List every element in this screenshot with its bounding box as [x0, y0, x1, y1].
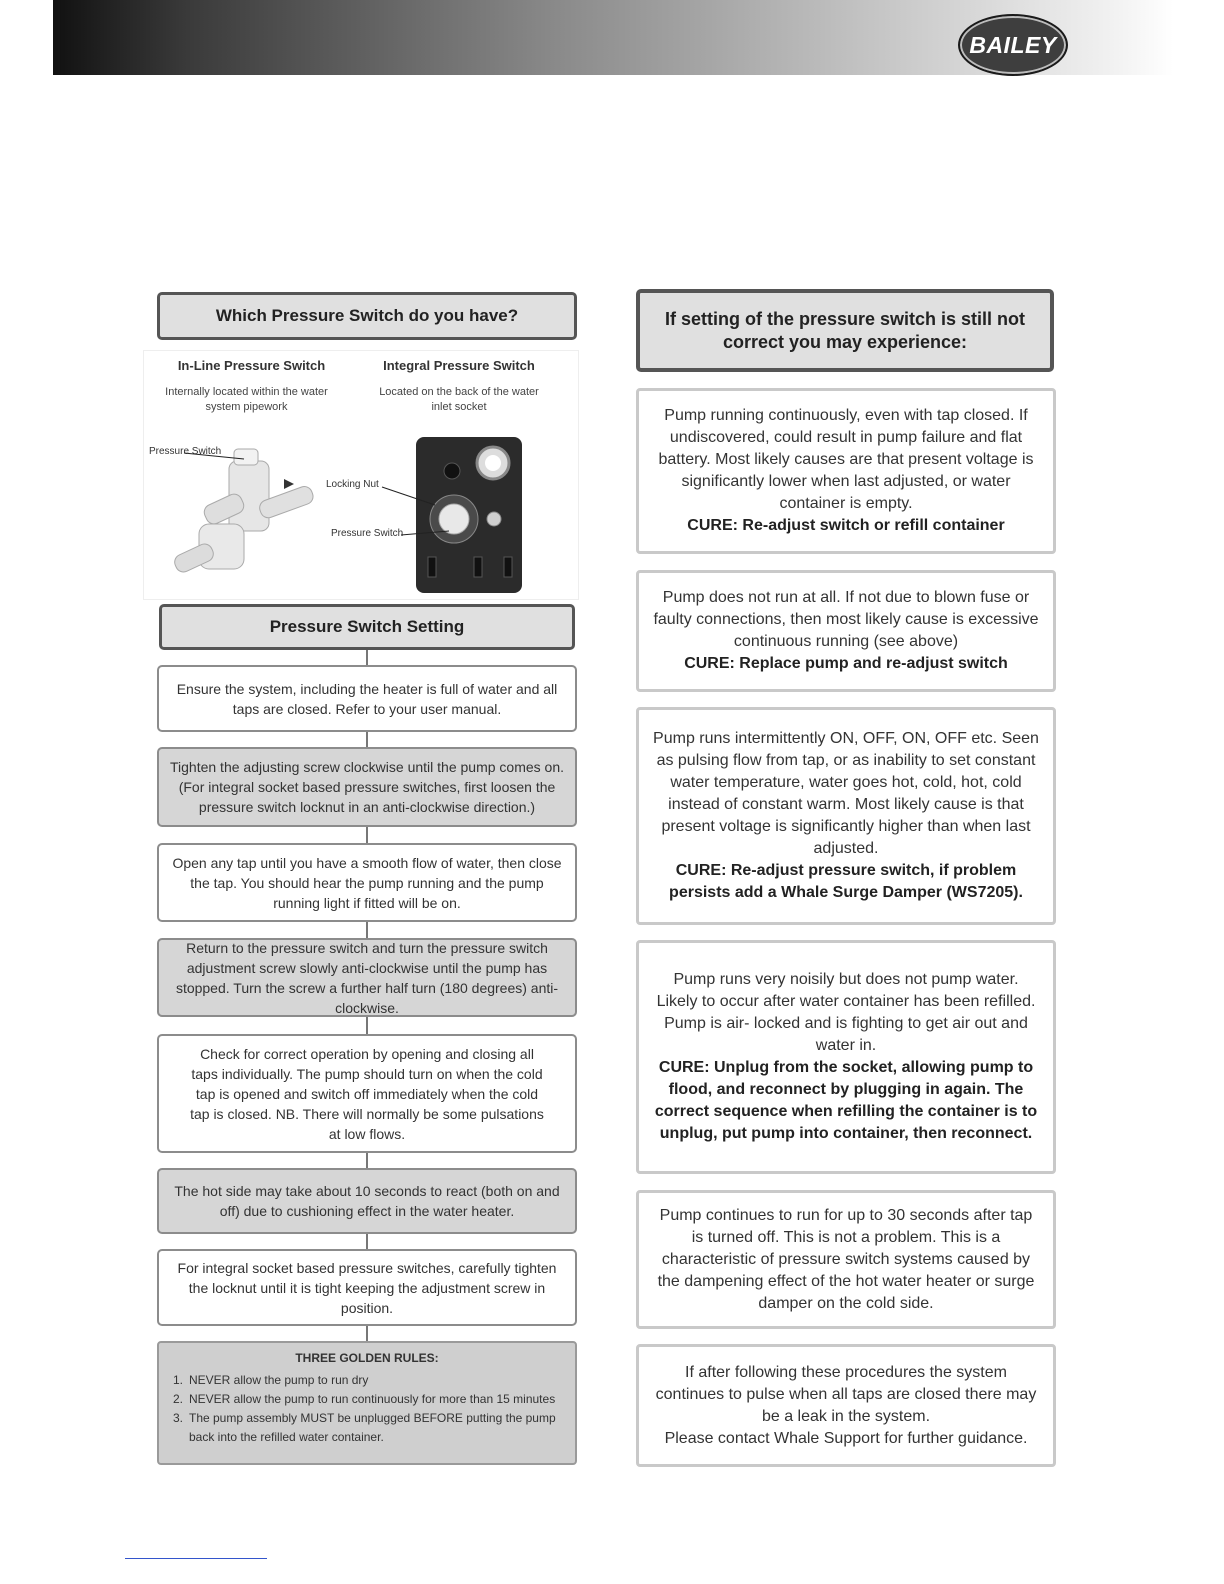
- integral-heading: Integral Pressure Switch: [383, 358, 535, 373]
- symptom-text: Pump runs very noisily but does not pump water. Likely to occur after water container has been refilled. Pump is air- locked and is fighting to get air out and water in.: [656, 971, 1036, 1054]
- inline-pressure-switch-label: Pressure Switch: [149, 446, 222, 457]
- rule-item: [173, 1390, 561, 1409]
- cure-text: CURE: Replace pump and re-adjust switch: [684, 655, 1008, 672]
- cure-text: CURE: Re-adjust switch or refill container: [687, 517, 1005, 534]
- step-1: Ensure the system, including the heater is full of water and all taps are closed. Refer to your user manual.: [157, 665, 577, 732]
- cure-text: CURE: Re-adjust pressure switch, if problem persists add a Whale Surge Damper (WS7205).: [669, 862, 1023, 901]
- bailey-logo: BAILEY: [958, 14, 1068, 76]
- setting-title: Pressure Switch Setting: [159, 604, 575, 650]
- inline-heading: In-Line Pressure Switch: [177, 358, 326, 373]
- symptom-text: Pump runs intermittently ON, OFF, ON, OFF etc. Seen as pulsing flow from tap, or as inability to set constant water temperature, water goes hot, cold, hot, cold instead of constant warm. Most likely cause is that present voltage is significantly higher than when last adjusted.: [653, 730, 1039, 857]
- flow-connector: [366, 1017, 368, 1034]
- symptom-continuous-running: [636, 388, 1056, 554]
- flow-connector: [366, 1234, 368, 1249]
- rule-text: NEVER allow the pump to run continuously for more than 15 minutes: [189, 1392, 556, 1406]
- rule-number: 2.: [173, 1392, 184, 1406]
- symptom-text: If after following these procedures the system continues to pulse when all taps are closed there may be a leak in the system.: [655, 1363, 1037, 1425]
- inline-switch-illustration: [144, 439, 344, 594]
- rule-number: 1.: [173, 1373, 184, 1387]
- switch-types-panel: [143, 350, 579, 600]
- step-5: Check for correct operation by opening and closing all taps individually. The pump should turn on when the cold tap is opened and switch off immediately when the cold tap is closed. NB. There will normally be some pulsations at low flows.: [157, 1034, 577, 1153]
- flow-connector: [366, 650, 368, 665]
- rule-number: 3.: [173, 1411, 184, 1425]
- integral-pressure-switch-label: Pressure Switch: [331, 528, 404, 539]
- which-switch-title: Which Pressure Switch do you have?: [157, 292, 577, 340]
- integral-desc: Located on the back of the water inlet socket: [379, 386, 539, 413]
- symptom-text: Pump does not run at all. If not due to blown fuse or faulty connections, then most likely cause is excessive continuous running (see above): [653, 589, 1039, 650]
- footer-link-underline: [125, 1558, 267, 1559]
- flow-connector: [366, 827, 368, 843]
- cure-text: CURE: Unplug from the socket, allowing pump to flood, and reconnect by plugging in again. The correct sequence when refilling the container is to unplug, put pump into container, then reconnect.: [654, 1059, 1038, 1142]
- locking-nut-label: Locking Nut: [326, 479, 379, 490]
- golden-rules-box: [157, 1341, 577, 1465]
- troubleshoot-title: If setting of the pressure switch is still not correct you may experience:: [636, 289, 1054, 372]
- locking-nut-pointer: [380, 481, 440, 511]
- symptom-intermittent: [636, 707, 1056, 925]
- rule-text: The pump assembly MUST be unplugged BEFORE putting the pump back into the refilled water container.: [189, 1411, 556, 1444]
- flow-connector: [366, 1326, 368, 1341]
- symptom-runs-after-off: [636, 1190, 1056, 1329]
- symptom-not-running: [636, 570, 1056, 692]
- integral-switch-illustration: [416, 437, 522, 597]
- symptom-noisy: [636, 940, 1056, 1174]
- step-4: Return to the pressure switch and turn the pressure switch adjustment screw slowly anti-clockwise until the pump has stopped. Turn the screw a further half turn (180 degrees) anti-clockwise.: [157, 938, 577, 1017]
- step-2: Tighten the adjusting screw clockwise until the pump comes on. (For integral socket based pressure switches, first loosen the pressure switch locknut in an anti-clockwise direction.): [157, 747, 577, 827]
- rule-item: [173, 1409, 561, 1447]
- symptom-text: Pump continues to run for up to 30 seconds after tap is turned off. This is not a problem. This is a characteristic of pressure switch systems caused by the dampening effect of the hot water heater or surge damper on the cold side.: [657, 1206, 1035, 1312]
- rule-item: [173, 1371, 561, 1390]
- inline-desc: Internally located within the water system pipework: [165, 386, 328, 413]
- leak-guidance: [636, 1344, 1056, 1467]
- step-7: For integral socket based pressure switches, carefully tighten the locknut until it is tight keeping the adjustment screw in position.: [157, 1249, 577, 1326]
- flow-connector: [366, 922, 368, 938]
- flow-connector: [366, 732, 368, 747]
- symptom-text: Pump running continuously, even with tap closed. If undiscovered, could result in pump failure and flat battery. Most likely causes are that present voltage is significantly lower when last adjusted, or water container is empty.: [658, 407, 1034, 512]
- contact-text: Please contact Whale Support for further guidance.: [664, 1429, 1028, 1447]
- step-3: Open any tap until you have a smooth flow of water, then close the tap. You should hear the pump running and the pump running light if fitted will be on.: [157, 843, 577, 922]
- golden-rules-title: THREE GOLDEN RULES:: [295, 1351, 439, 1365]
- pressure-switch-pointer: [399, 527, 459, 541]
- step-6: The hot side may take about 10 seconds to react (both on and off) due to cushioning effect in the water heater.: [157, 1168, 577, 1234]
- rule-text: NEVER allow the pump to run dry: [189, 1373, 369, 1387]
- flow-connector: [366, 1153, 368, 1168]
